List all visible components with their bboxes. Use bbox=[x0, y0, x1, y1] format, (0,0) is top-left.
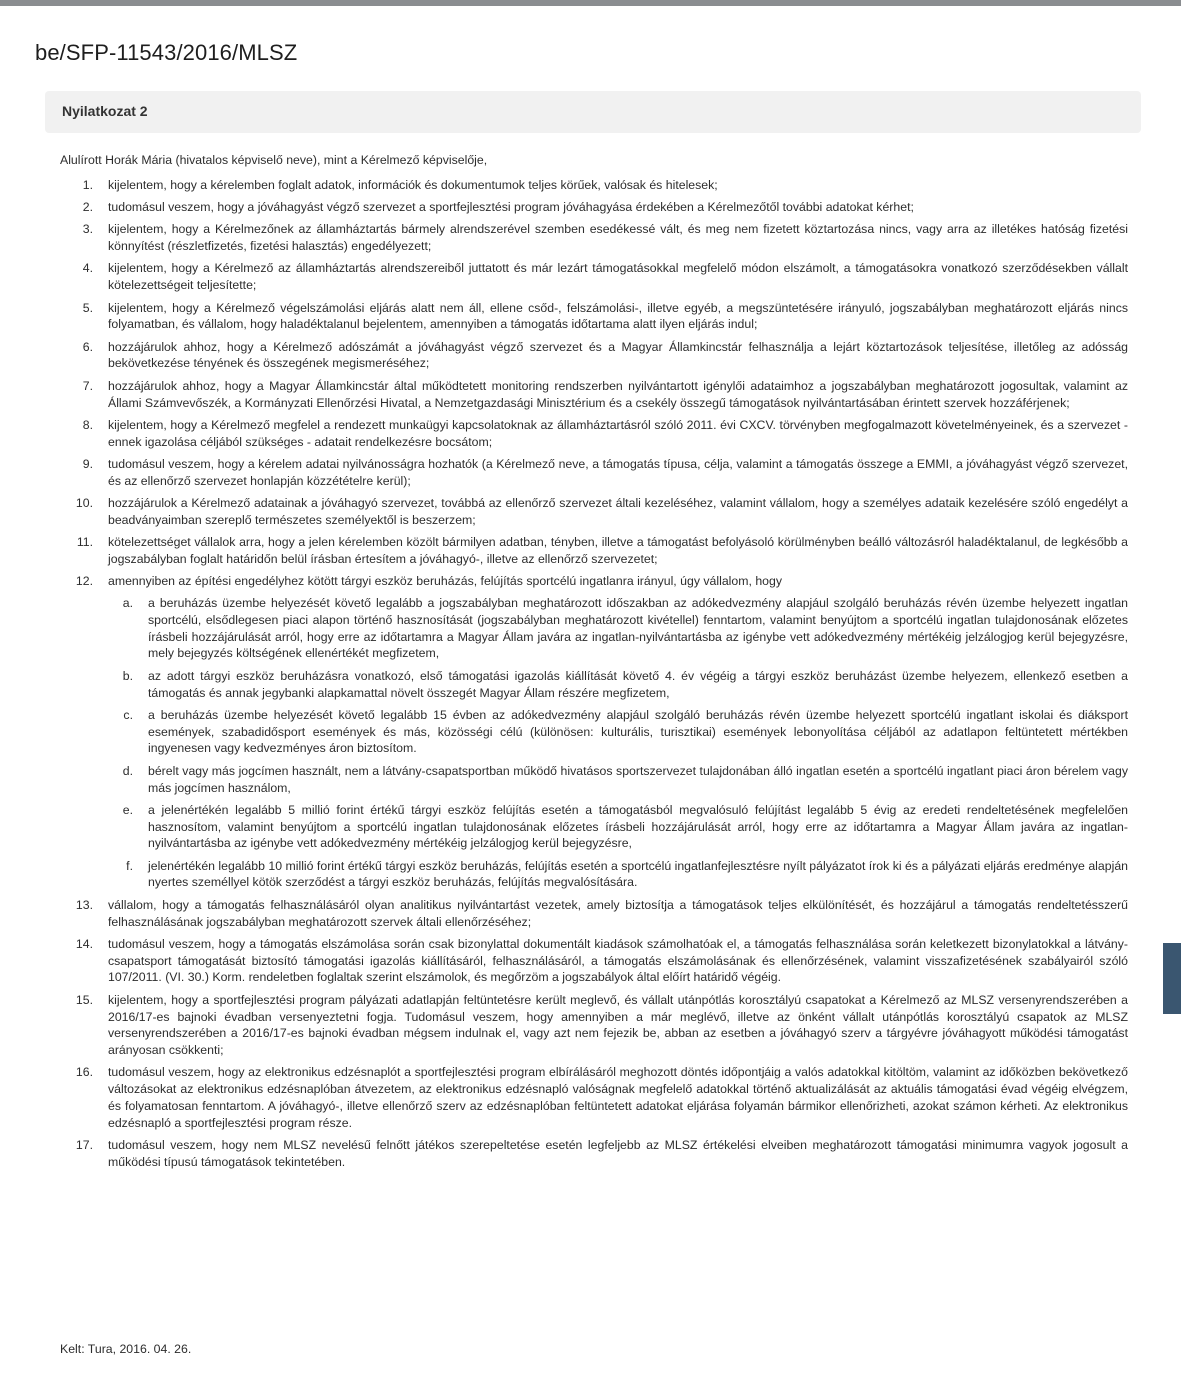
sub-item-text: a jelenértékén legalább 5 millió forint értékű tárgyi eszköz felújítás esetén a támogatásból megvalósuló felújítást legalább 5 évig az eredeti rendeltetésének megfelelően hasznosítom, valamint benyújtom a sportcélú ingatlan tulajdonosának előzetes írásbeli hozzájárulását arról, hogy erre az időtartamra a Magyar Állam javára az ingatlan-nyilvántartásba az igénybe vett adókedvezmény mértékéig jelzálogjog kerül bejegyzésre, bbox=[148, 802, 1128, 851]
item-text: kijelentem, hogy a Kérelmezőnek az államháztartás bármely alrendszerével szemben esedékessé vált, és meg nem fizetett köztartozása nincs, vagy arra az illetékes hatóság fizetési könnyítést (részletfizetés, fizetési halasztás) engedélyezett; bbox=[108, 222, 1128, 254]
sub-item-letter: e. bbox=[122, 802, 133, 817]
side-scroll-tab[interactable] bbox=[1163, 943, 1181, 1014]
declaration-item bbox=[60, 177, 1128, 194]
item-text: kötelezettséget vállalok arra, hogy a jelen kérelemben közölt bármilyen adatban, tényben, illetve a támogatást befolyásoló körülményben beálló változásról haladéktalanul, de legkésőbb a jogszabályban foglalt határidőn belül írásban értesítem a jóváhagyó-, illetve az ellenőrző szervezetet; bbox=[108, 535, 1128, 566]
sub-item-letter: a. bbox=[122, 596, 133, 611]
declaration-item bbox=[60, 199, 1128, 216]
sub-item-text: jelenértékén legalább 10 millió forint értékű tárgyi eszköz beruházás, felújítás esetén a sportcélú ingatlanfejlesztésre nyílt pályázatot írok ki és a pályázati eljárás eredménye alapján nyertes személlyel kötök szerződést a tárgyi eszköz beruházás, felújítás megvalósítására. bbox=[148, 858, 1128, 890]
item-number: 8. bbox=[82, 417, 93, 432]
section-header bbox=[45, 91, 1141, 133]
item-number: 2. bbox=[82, 200, 93, 215]
declaration-item bbox=[60, 260, 1128, 294]
declaration-item bbox=[60, 417, 1128, 451]
sub-item-letter: d. bbox=[122, 763, 133, 778]
declaration-item bbox=[60, 378, 1128, 412]
sub-item bbox=[108, 858, 1128, 892]
item-text: tudomásul veszem, hogy a kérelem adatai nyilvánosságra hozhatók (a Kérelmező neve, a támogatás típusa, célja, valamint a támogatás összege a EMMI, a jóváhagyást végző szervezet, és az ellenőrző szervezet honlapján közzétételre kerül); bbox=[108, 456, 1128, 488]
item-number: 9. bbox=[82, 456, 93, 471]
declaration-item bbox=[60, 992, 1128, 1059]
sub-item bbox=[108, 802, 1128, 852]
item-text: hozzájárulok ahhoz, hogy a Kérelmező adószámát a jóváhagyást végző szervezet és a Magyar Államkincstár felhasználja a lejárt köztartozások teljesítése, illetőleg az adósság bekövetkezése tényének és összegének megismeréséhez; bbox=[108, 339, 1128, 371]
declaration-item bbox=[60, 897, 1128, 931]
declaration-item bbox=[60, 1137, 1128, 1171]
item-text: tudomásul veszem, hogy az elektronikus edzésnaplót a sportfejlesztési program elbírálásáról meghozott döntés időpontjáig a valós adatokkal kitöltöm, valamint az időközben bekövetkező változásokat az elektronikus edzésnaplóban átvezetem, az elektronikus edzésnapló valóságnak megfelelő adatokkal történő aktualizálását az aktuális támogatási évad végéig elvégzem, és folyamatosan fenntartom. A jóváhagyó-, illetve ellenőrző szerv az edzésnaplóban feltüntetett adatokat eljárása folyamán bármikor ellenőrizheti, azokat számon kérheti. Az elektronikus edzésnapló a sportfejlesztési program része. bbox=[108, 1065, 1128, 1130]
item-text: kijelentem, hogy a Kérelmező végelszámolási eljárás alatt nem áll, ellene csőd-, felszámolási-, illetve egyéb, a megszüntetésére irányuló, jogszabályban meghatározott eljárás nincs folyamatban, és vállalom, hogy haladéktalanul bejelentem, amennyiben a támogatás időtartama alatt ilyen eljárás indul; bbox=[108, 300, 1128, 332]
item-number: 12. bbox=[75, 574, 93, 589]
item-number: 4. bbox=[82, 261, 93, 276]
sub-item-text: az adott tárgyi eszköz beruházásra vonatkozó, első támogatási igazolás kiállítását követő 4. év végéig a tárgyi eszköz beruházást üzembe helyezem, ellenkező esetben a támogatás és annak jegybanki alapkamattal növelt összegét Magyar Állam részére megfizetem, bbox=[148, 668, 1128, 700]
item-number: 16. bbox=[75, 1065, 93, 1080]
declaration-body bbox=[60, 152, 1128, 1176]
item-number: 17. bbox=[75, 1138, 93, 1153]
sub-item-letter: b. bbox=[122, 668, 133, 683]
item-number: 13. bbox=[75, 897, 93, 912]
item-text: kijelentem, hogy a kérelemben foglalt adatok, információk és dokumentumok teljes körűek, valósak és hitelesek; bbox=[108, 177, 718, 192]
item-text: kijelentem, hogy a Kérelmező az államháztartás alrendszereiből juttatott és már lezárt támogatásokkal megfelelő módon elszámolt, a támogatásokra vonatkozó szerződésekben vállalt kötelezettségeit teljesítette; bbox=[108, 261, 1128, 293]
declaration-list bbox=[60, 177, 1128, 1171]
declaration-item bbox=[60, 1064, 1128, 1131]
sub-item-text: a beruházás üzembe helyezését követő legalább 15 évben az adókedvezmény alapjául szolgáló beruházás révén üzembe helyezett sportcélú ingatlant iskolai és diáksport események, szabadidősport események és más, közösségi célú (különösen: kulturális, turisztikai) események lebonyolítása céljából az adatlapon feltüntetett mértékben ingyenesen vagy kedvezményes áron biztosítom. bbox=[148, 707, 1128, 756]
sub-item-text: bérelt vagy más jogcímen használt, nem a látvány-csapatsportban működő hivatásos sportszervezet tulajdonában álló ingatlan esetén a sportcélú ingatlant piaci áron bérelem vagy más jogcímen használom, bbox=[148, 763, 1128, 795]
item-number: 3. bbox=[82, 222, 93, 237]
item-text: hozzájárulok a Kérelmező adatainak a jóváhagyó szervezet, továbbá az ellenőrző szervezet általi kezeléséhez, valamint vállalom, hogy a személyes adataik kezelésére szóló engedélyt a beadványaimban szereplő természetes személyektől is beszerzem; bbox=[108, 496, 1128, 527]
sub-item bbox=[108, 763, 1128, 797]
item-number: 10. bbox=[75, 496, 93, 511]
item-number: 14. bbox=[75, 936, 93, 951]
intro-text: Alulírott Horák Mária (hivatalos képviselő neve), mint a Kérelmező képviselője, bbox=[60, 153, 488, 167]
declaration-item bbox=[60, 495, 1128, 529]
item-text: vállalom, hogy a támogatás felhasználásáról olyan analitikus nyilvántartást vezetek, amely biztosítja a támogatások teljes elkülönítését, és hozzájárul a támogatás rendeltetésszerű felhasználásának jogszabályban meghatározott szervek általi ellenőrzéséhez; bbox=[108, 897, 1128, 929]
declaration-item bbox=[60, 534, 1128, 568]
item-number: 11. bbox=[76, 535, 93, 550]
item-number: 1. bbox=[82, 177, 93, 192]
signature-date: Kelt: Tura, 2016. 04. 26. bbox=[60, 1342, 192, 1356]
document-id: be/SFP-11543/2016/MLSZ bbox=[35, 40, 298, 65]
item-number: 5. bbox=[82, 300, 93, 315]
item-text: hozzájárulok ahhoz, hogy a Magyar Államkincstár által működtetett monitoring rendszerben nyilvántartott igénylői adataimhoz a jogszabályban meghatározott jogosultak, valamint az Állami Számvevőszék, a Kormányzati Ellenőrzési Hivatal, a Nemzetgazdasági Minisztérium és a csekély összegű támogatások nyilvántartásában érintett szervek hozzáférjenek; bbox=[108, 378, 1128, 410]
declaration-item bbox=[60, 221, 1128, 255]
declaration-item bbox=[60, 456, 1128, 490]
item-text: tudomásul veszem, hogy nem MLSZ nevelésű felnőtt játékos szerepeltetése esetén legfeljebb az MLSZ értékelési elveiben meghatározott támogatási minimumra vagyok jogosult a működési típusú támogatások tekintetében. bbox=[108, 1138, 1128, 1169]
sub-item-letter: f. bbox=[126, 858, 133, 873]
item-number: 7. bbox=[82, 378, 93, 393]
item-number: 15. bbox=[75, 992, 93, 1007]
item-text: tudomásul veszem, hogy a jóváhagyást végző szervezet a sportfejlesztési program jóváhagyása érdekében a Kérelmezőtől további adatokat kérhet; bbox=[108, 200, 914, 215]
declaration-item bbox=[60, 300, 1128, 334]
sub-item-text: a beruházás üzembe helyezését követő legalább a jogszabályban meghatározott időszakban az adókedvezmény alapjául szolgáló beruházás révén üzembe helyezett ingatlan sportcélú, elsődlegesen piaci alapon történő hasznosítását (jogszabályban meghatározott kivétellel) fenntartom, valamint benyújtom a sportcélú ingatlan tulajdonosának előzetes írásbeli hozzájárulását arról, hogy erre az időtartamra a Magyar Állam javára az ingatlan-nyilvántartásba az igénybe vett adókedvezmény mértékéig jelzálogjog kerül bejegyzésre, mely bejegyzés költségének ellenértékét megfizetem, bbox=[148, 596, 1128, 661]
item-text: amennyiben az építési engedélyhez kötött tárgyi eszköz beruházás, felújítás sportcélú ingatlanra irányul, úgy vállalom, hogy bbox=[108, 574, 782, 589]
sub-item bbox=[108, 668, 1128, 702]
item-text: tudomásul veszem, hogy a támogatás elszámolása során csak bizonylattal dokumentált kiadások számolhatóak el, a támogatás felhasználása során keletkezett bizonylatokkal a látvány-csapatsport támogatását biztosító támogatási igazolás kiállításáról, felhasználásáról, a támogatás elszámolásának és ellenőrzésének, valamint visszafizetésének szabályairól szóló 107/2011. (VI. 30.) Korm. rendeletben foglaltak szerint elszámolok, és megőrzöm a jogszabályok által előírt határidő végéig. bbox=[108, 936, 1128, 985]
sub-list bbox=[108, 595, 1128, 891]
item-text: kijelentem, hogy a Kérelmező megfelel a rendezett munkaügyi kapcsolatoknak az államháztartásról szóló 2011. évi CXCV. törvényben megfogalmazott követelményeinek, és a szervezet - ennek igazolása céljából szükséges - adatait rendelkezésre bocsátom; bbox=[108, 417, 1128, 449]
declaration-item bbox=[60, 339, 1128, 373]
sub-item-letter: c. bbox=[123, 707, 133, 722]
sub-item bbox=[108, 595, 1128, 662]
declaration-item bbox=[60, 936, 1128, 986]
item-number: 6. bbox=[82, 339, 93, 354]
item-text: kijelentem, hogy a sportfejlesztési program pályázati adatlapján feltüntetésre került meglevő, és vállalt utánpótlás korosztályú csapatokat a Kérelmező az MLSZ versenyrendszerében a 2016/17-es bajnoki évadban versenyeztetni fogja. Tudomásul veszem, hogy amennyiben a már meglévő, illetve az önként vállalt utánpótlás korosztályú csapatok az MLSZ versenyrendszerében a 2016/17-es bajnoki évadban mégsem indulnak el, vagy azt nem fejezik be, abban az esetben a jóváhagyó szerv a tárgyévre jóváhagyott működési támogatást arányosan csökkenti; bbox=[108, 992, 1128, 1058]
section-title: Nyilatkozat 2 bbox=[62, 103, 148, 119]
declaration-item bbox=[60, 573, 1128, 891]
sub-item bbox=[108, 707, 1128, 757]
top-border-bar bbox=[0, 0, 1181, 6]
